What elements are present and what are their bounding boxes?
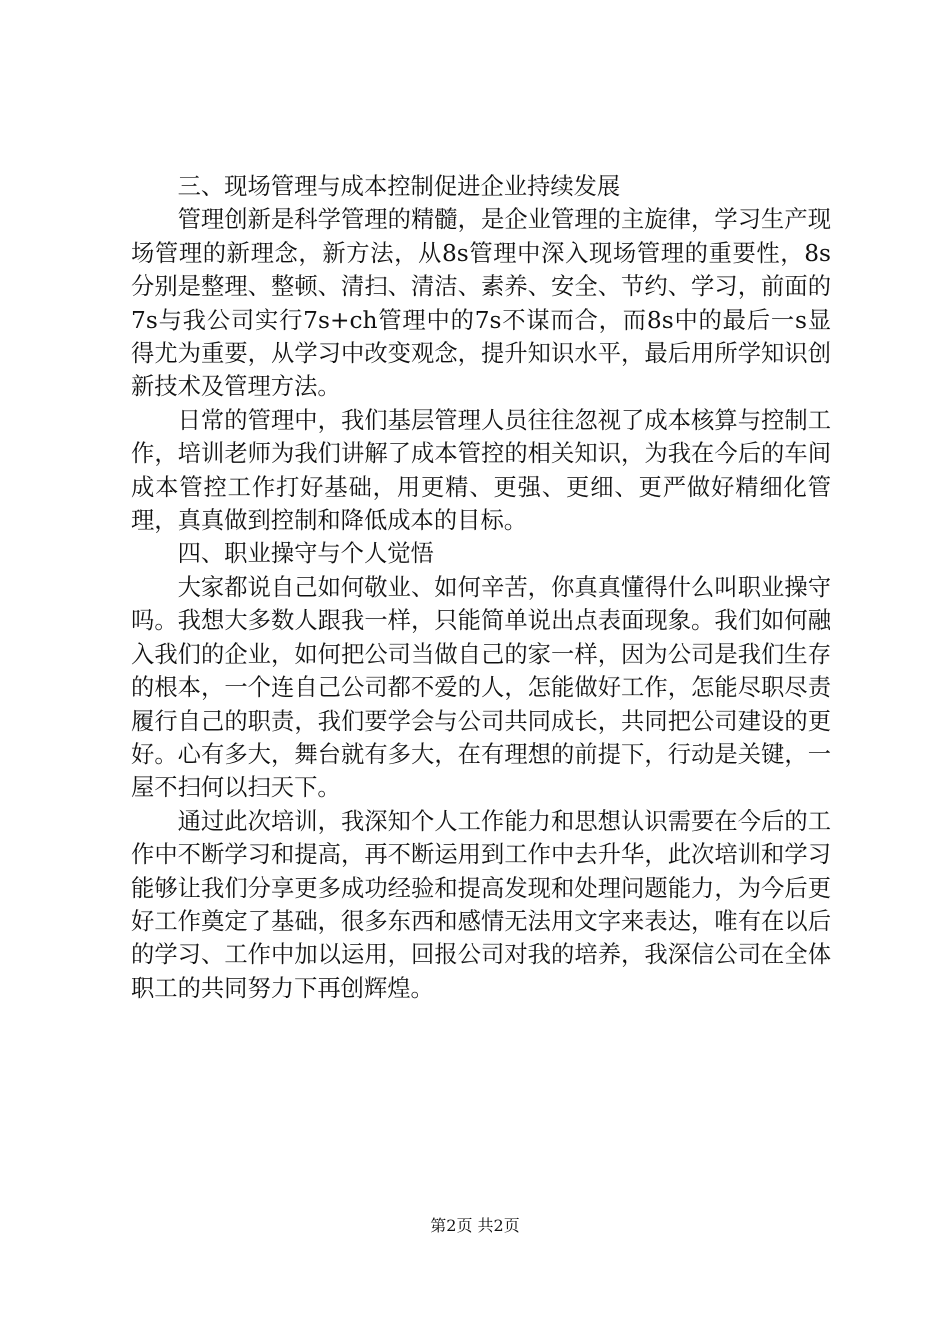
section-heading-3: 三、现场管理与成本控制促进企业持续发展 [177, 173, 621, 200]
paragraph: 大家都说自己如何敬业、如何辛苦，你真真懂得什么叫职业操守吗。我想大多数人跟我一样，只能简单说出点表面现象。我们如何融入我们的企业，如何把公司当做自己的家一样，因为公司是我们生存的根本，一个连自己公司都不爱的人，怎能做好工作，怎能尽职尽责履行自己的职责，我们要学会与公司共同成长，共同把公司建设的更好。心有多大，舞台就有多大，在有理想的前提下，行动是关键，一屋不扫何以扫天下。 [131, 573, 831, 802]
paragraph: 通过此次培训，我深知个人工作能力和思想认识需要在今后的工作中不断学习和提高，再不断运用到工作中去升华，此次培训和学习能够让我们分享更多成功经验和提高发现和处理问题能力，为今后更好工作奠定了基础，很多东西和感情无法用文字来表达，唯有在以后的学习、工作中加以运用，回报公司对我的培养，我深信公司在全体职工的共同努力下再创辉煌。 [131, 807, 831, 1002]
paragraph: 管理创新是科学管理的精髓，是企业管理的主旋律，学习生产现场管理的新理念，新方法，从8s管理中深入现场管理的重要性，8s分别是整理、整顿、清扫、清洁、素养、安全、节约、学习，前面的7s与我公司实行7s+ch管理中的7s不谋而合，而8s中的最后一s显得尤为重要，从学习中改变观念，提升知识水平，最后用所学知识创新技术及管理方法。 [131, 206, 831, 401]
page-number-footer: 第2页 共2页 [430, 1216, 520, 1235]
section-heading-4: 四、职业操守与个人觉悟 [177, 540, 434, 568]
document-body [131, 170, 831, 1005]
paragraph: 日常的管理中，我们基层管理人员往往忽视了成本核算与控制工作，培训老师为我们讲解了成本管控的相关知识，为我在今后的车间成本管控工作打好基础，用更精、更强、更细、更严做好精细化管理，真真做到控制和降低成本的目标。 [131, 406, 831, 535]
